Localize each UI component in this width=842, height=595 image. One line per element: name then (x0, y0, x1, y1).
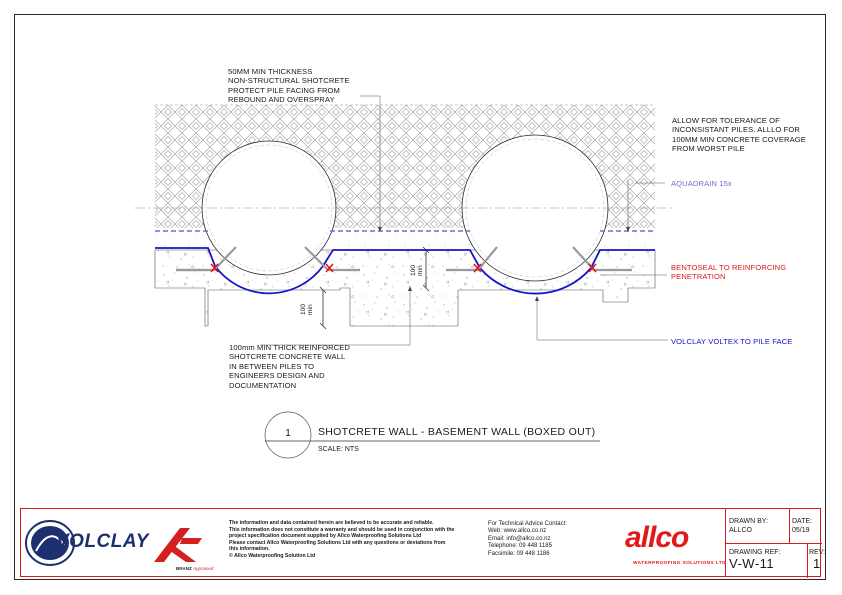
drawn-by-label: DRAWN BY: (729, 518, 769, 525)
branz-caption (176, 566, 213, 571)
allco-subtitle: WATERPROOFING SOLUTIONS LTD (633, 561, 726, 566)
branz-logo (150, 524, 210, 566)
footer-divider (725, 543, 822, 544)
shotcrete-note: 50MM MIN THICKNESS NON-STRUCTURAL SHOTCRETE PROTECT PILE FACING FROM REBOUND AND OVERSPRAY (228, 67, 350, 105)
rev-label: REV: (809, 549, 826, 556)
voltex-note: VOLCLAY VOLTEX TO PILE FACE (671, 337, 793, 346)
volclay-logo-text: VOLCLAY (56, 531, 149, 552)
date-value: 05/19 (792, 527, 810, 534)
drawing-title: SHOTCRETE WALL - BASEMENT WALL (BOXED OUT) (318, 426, 596, 438)
dim-vertical-label: 100 min (410, 264, 424, 276)
contact-info: For Technical Advice Contact: Web: www.allco.co.nz Email: info@allco.co.nz Telephone: 09 448 1185 Facsimile: 09 448 1186 (488, 521, 567, 557)
drawing-scale: SCALE: NTS (318, 446, 359, 453)
disclaimer: The information and data contained herein are believed to be accurate and reliable. This information does not constitute a warranty and should be used in conjunction with the project specification document supplied by Allco Waterproofing Solutions Ltd Please contact Allco Waterproofing Solutions Ltd with any questions or deviations from this information. © Allco Waterproofing Solution Ltd (229, 520, 455, 559)
aquadrain-note: AQUADRAIN 15x (671, 179, 732, 188)
drawn-by-value: ALLCO (729, 527, 752, 534)
wall-note: 100mm MIN THICK REINFORCED SHOTCRETE CONCRETE WALL IN BETWEEN PILES TO ENGINEERS DESIGN AND DOCUMENTATION (229, 343, 351, 390)
branz-text: BRANZ (176, 566, 192, 571)
footer-divider (807, 543, 808, 578)
drawing-ref-value: V-W-11 (729, 556, 775, 571)
drawing-ref-label: DRAWING REF: (729, 549, 781, 556)
bentoseal-note: BENTOSEAL TO REINFORCING PENETRATION (671, 263, 787, 282)
detail-number: 1 (285, 428, 291, 439)
branz-approved: Appraised (193, 566, 214, 571)
allco-logo: allco (625, 521, 689, 554)
dim-lower-label: 100 min (300, 303, 314, 315)
rev-value: 1 (813, 556, 821, 571)
footer-divider (789, 509, 790, 543)
tolerance-note: ALLOW FOR TOLERANCE OF INCONSISTANT PILES. ALLLO FOR 100MM MIN CONCRETE COVERAGE FROM WORST PILE (672, 116, 806, 154)
date-label: DATE: (792, 518, 813, 525)
